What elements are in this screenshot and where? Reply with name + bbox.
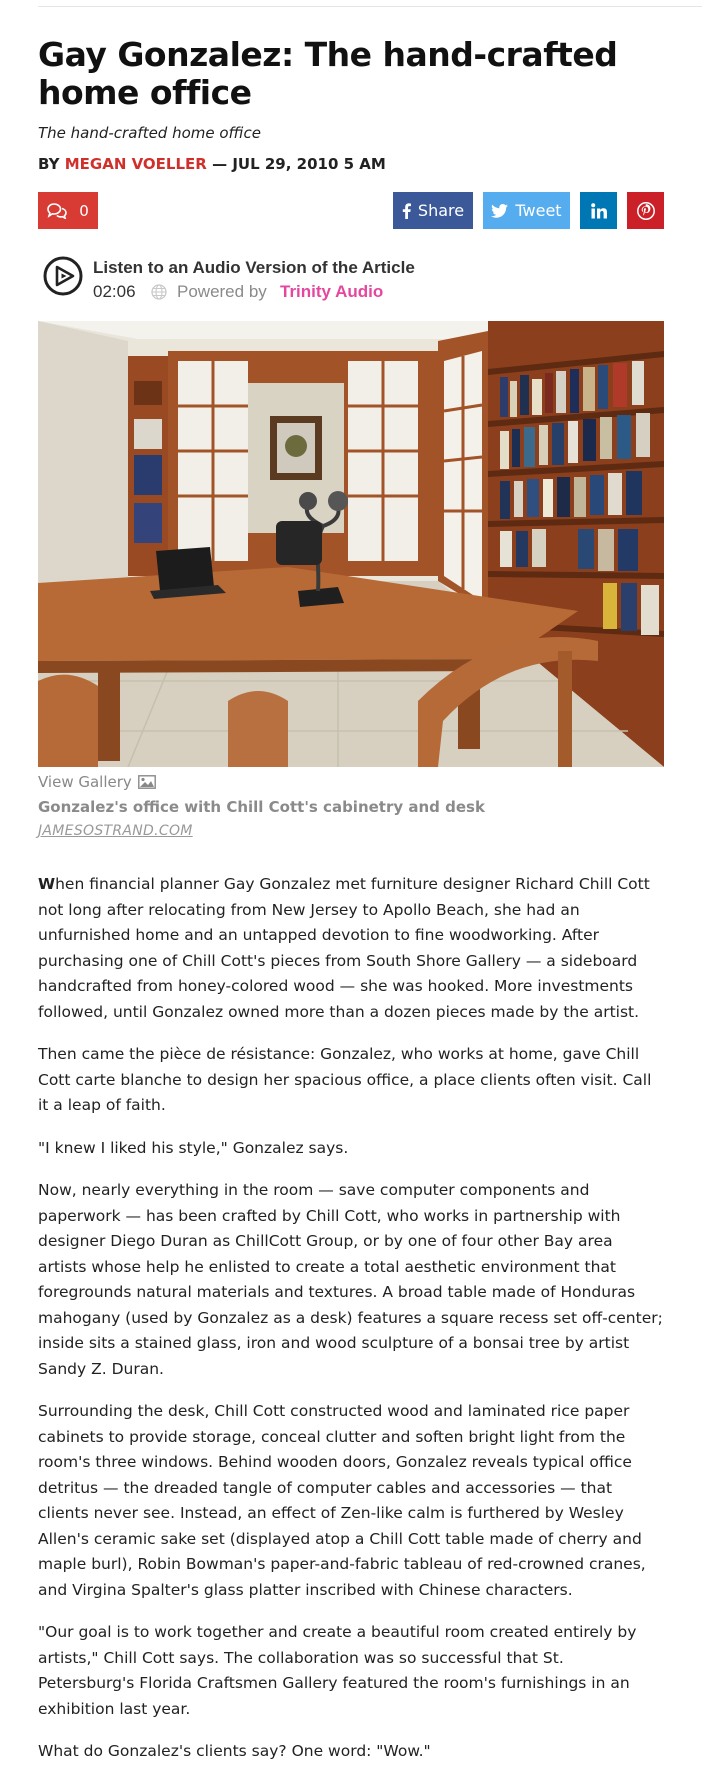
facebook-share-label: Share	[417, 201, 465, 220]
body-paragraph: Now, nearly everything in the room — save computer components and paperwork — has been crafted by Chill Cott, who works in partnership with designer Diego Duran as ChillCott Group, or by one of four other Bay area artists whose help he enlisted to create a total aesthetic environment that foregrounds natural materials and textures. A broad table made of Honduras mahogany (used by Gonzalez as a desk) features a square recess set off-center; inside sits a stained glass, iron and wood sculpture of a bonsai tree by artist Sandy Z. Duran.	[38, 1181, 663, 1378]
globe-icon	[151, 284, 167, 300]
view-gallery-label: View Gallery	[38, 773, 132, 791]
article-title: Gay Gonzalez: The hand-crafted home office	[38, 35, 618, 112]
trinity-audio-link[interactable]: Trinity Audio	[280, 282, 384, 301]
comment-bubbles-icon	[47, 203, 67, 219]
audio-duration: 02:06	[93, 282, 136, 301]
comments-button[interactable]	[38, 192, 98, 229]
body-paragraph: Surrounding the desk, Chill Cott constructed wood and laminated rice paper cabinets to provide storage, conceal clutter and soften bright light from the room's three windows. Behind wooden doors, Gonzalez reveals typical office detritus — the dreaded tangle of computer cables and accessories — that clients never see. Instead, an effect of Zen-like calm is furthered by Wesley Allen's ceramic sake set (displayed atop a Chill Cott table made of cherry and maple burl), Robin Bowman's paper-and-fabric tableau of red-crowned cranes, and Virgina Spalter's glass platter inscribed with Chinese characters.	[38, 1402, 646, 1599]
view-gallery-link[interactable]	[38, 773, 156, 791]
facebook-share-button[interactable]	[393, 192, 473, 229]
twitter-icon	[491, 204, 508, 218]
facebook-icon	[402, 203, 411, 219]
article-photo[interactable]	[38, 321, 664, 767]
twitter-share-button[interactable]	[483, 192, 570, 229]
pinterest-icon	[637, 202, 655, 220]
byline-separator: —	[212, 155, 228, 173]
byline	[38, 155, 386, 173]
body-paragraph: When financial planner Gay Gonzalez met furniture designer Richard Chill Cott not long after relocating from New Jersey to Apollo Beach, she had an unfurnished home and an untapped devotion to fine woodworking. After purchasing one of Chill Cott's pieces from South Shore Gallery — a sideboard handcrafted from honey-colored wood — she was hooked. More investments followed, until Gonzalez owned more than a dozen pieces made by the artist.	[38, 875, 650, 1021]
photo-credit-link[interactable]: JAMESOSTRAND.COM	[38, 823, 193, 839]
twitter-share-label: Tweet	[515, 201, 562, 220]
by-label: BY	[38, 155, 60, 173]
linkedin-icon	[591, 203, 607, 219]
photo-caption: Gonzalez's office with Chill Cott's cabinetry and desk	[38, 798, 485, 816]
body-paragraph: "I knew I liked his style," Gonzalez says.	[38, 1138, 349, 1157]
top-divider	[38, 6, 702, 7]
author-link[interactable]: MEGAN VOELLER	[64, 155, 207, 173]
powered-by-label: Powered by	[177, 282, 267, 301]
play-icon[interactable]	[43, 256, 83, 296]
share-buttons	[393, 192, 664, 229]
body-paragraph: Then came the pièce de résistance: Gonzalez, who works at home, gave Chill Cott carte blanche to design her spacious office, a place clients often visit. Call it a leap of faith.	[38, 1045, 652, 1114]
article-subtitle: The hand-crafted home office	[38, 124, 262, 142]
office-photo	[38, 321, 664, 767]
comments-count: 0	[79, 201, 89, 220]
publish-date: JUL 29, 2010 5 AM	[232, 155, 386, 173]
image-icon	[138, 775, 156, 789]
body-paragraph: What do Gonzalez's clients say? One word: "Wow."	[38, 1742, 431, 1760]
linkedin-share-button[interactable]	[580, 192, 617, 229]
body-paragraph: "Our goal is to work together and create a beautiful room created entirely by artists," Chill Cott says. The collaboration was so successful that St. Petersburg's Florida Craftsmen Gallery featured the room's furnishings in an exhibition last year.	[38, 1623, 637, 1718]
audio-player	[38, 253, 664, 305]
audio-heading: Listen to an Audio Version of the Article	[93, 258, 415, 277]
article-body	[38, 872, 664, 1782]
pinterest-share-button[interactable]	[627, 192, 664, 229]
